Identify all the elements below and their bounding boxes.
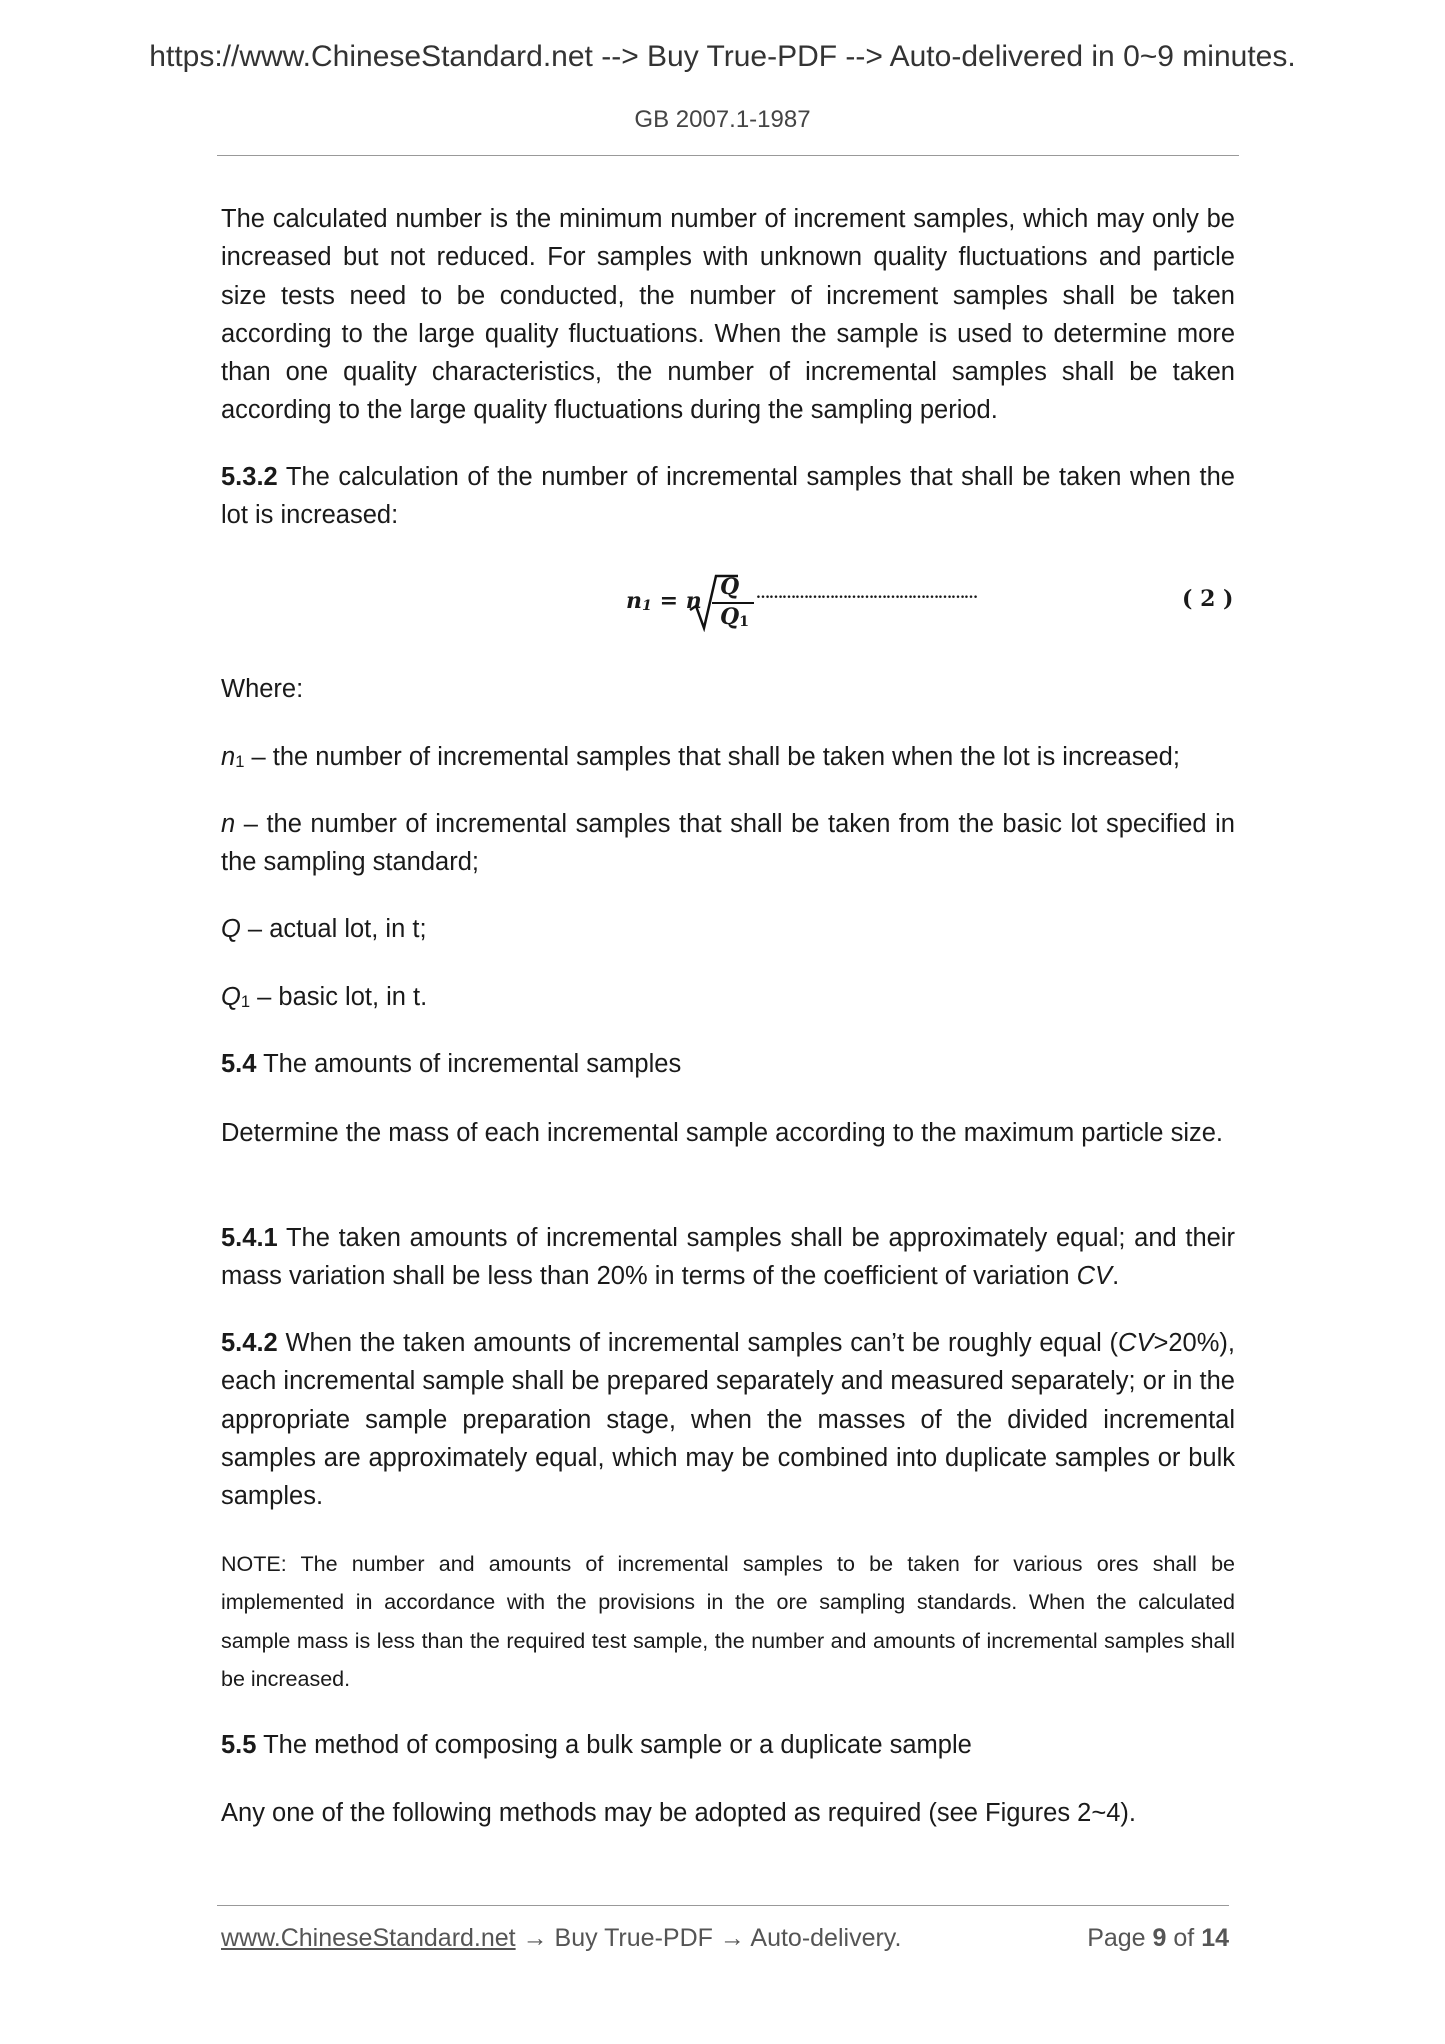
- n1-symbol: n: [626, 588, 642, 614]
- footer-divider: [217, 1905, 1229, 1906]
- symbol: n: [221, 810, 236, 838]
- page-label: Page: [1087, 1924, 1153, 1952]
- definition-q: [221, 910, 1235, 948]
- definition-text: – basic lot, in t.: [250, 983, 428, 1011]
- fraction-denominator: [720, 604, 749, 630]
- paragraph-any-method: Any one of the following methods may be adopted as required (see Figures 2~4).: [221, 1799, 1136, 1827]
- section-text: When the taken amounts of incremental samples can’t be roughly equal (: [277, 1329, 1119, 1357]
- footer-tagline: → Buy True-PDF → Auto-delivery.: [515, 1924, 902, 1952]
- symbol: Q: [221, 983, 241, 1011]
- section-number: 5.4: [221, 1050, 257, 1078]
- where-label: Where:: [221, 675, 304, 703]
- subscript: 1: [739, 614, 750, 630]
- section-5-4: [221, 1045, 1235, 1083]
- paragraph-intro: The calculated number is the minimum number of increment samples, which may only be increased but not reduced. For samples with unknown quality fluctuations and particle size tests need to be conducted, the number of increment samples shall be taken according to the large quality fluctuations. When the sample is used to determine more than one quality characteristics, the number of incremental samples shall be taken according to the large quality fluctuations during the sampling period.: [221, 205, 1235, 425]
- section-number: 5.4.2: [221, 1329, 278, 1357]
- cv-symbol: CV: [1118, 1329, 1154, 1357]
- formula-2: [626, 572, 1236, 632]
- section-5-4-2: [221, 1324, 1235, 1515]
- section-5-3-2: [221, 458, 1235, 535]
- section-text: The calculation of the number of incremental samples that shall be taken when the lot is increased:: [221, 463, 1235, 530]
- cv-symbol: CV: [1076, 1262, 1113, 1291]
- symbol: Q: [221, 915, 241, 943]
- period: .: [1112, 1262, 1120, 1291]
- definition-text: – actual lot, in t;: [240, 915, 427, 943]
- definition-text: – the number of incremental samples that shall be taken when the lot is increased;: [244, 743, 1180, 771]
- section-text-cont: >20%), each incremental sample shall be prepared separately and measured separately; or in the appropriate sample preparation stage, when the masses of the divided incremental samples are approximately equal, which may be combined into duplicate samples or bulk samples.: [221, 1329, 1235, 1511]
- section-text: The amounts of incremental samples: [256, 1050, 682, 1078]
- q-symbol: Q: [720, 604, 740, 630]
- definition-q1: [221, 978, 1235, 1021]
- section-number: 5.5: [221, 1731, 257, 1759]
- leader-dots: ……………………………………………: [756, 586, 977, 602]
- section-5-5: [221, 1726, 1235, 1764]
- section-number: 5.3.2: [221, 463, 278, 491]
- definition-text: – the number of incremental samples that shall be taken from the basic lot specified in the sampling standard;: [221, 810, 1235, 877]
- definition-n1: [221, 738, 1235, 781]
- header-url-line: https://www.ChineseStandard.net --> Buy True-PDF --> Auto-delivered in 0~9 minutes.: [149, 40, 1296, 73]
- section-number: 5.4.1: [221, 1224, 278, 1252]
- header-doc-code: GB 2007.1-1987: [634, 106, 811, 133]
- symbol: n: [221, 743, 236, 771]
- subscript: 1: [240, 992, 251, 1011]
- page-indicator: [1087, 1924, 1229, 1953]
- equals-n: = n: [651, 588, 702, 614]
- footer-site-link[interactable]: www.ChineseStandard.net: [221, 1924, 516, 1952]
- paragraph-determine: Determine the mass of each incremental sample according to the maximum particle size.: [221, 1119, 1224, 1147]
- section-text: The method of composing a bulk sample or a duplicate sample: [256, 1731, 972, 1759]
- definition-n: [221, 805, 1235, 882]
- header-divider: [217, 155, 1239, 156]
- section-5-4-1: [221, 1219, 1235, 1296]
- fraction-numerator: Q: [720, 574, 740, 600]
- current-page: 9: [1152, 1924, 1167, 1952]
- footer: [221, 1924, 1229, 1953]
- total-pages: 14: [1201, 1924, 1229, 1952]
- subscript: 1: [642, 598, 652, 614]
- equation-number: ( 2 ): [1182, 586, 1234, 612]
- of-label: of: [1166, 1924, 1202, 1952]
- subscript: 1: [235, 752, 245, 771]
- note-paragraph: NOTE: The number and amounts of incremental samples to be taken for various ores shall be implemented in accordance with the provisions in the ore sampling standards. When the calculated sample mass is less than the required test sample, the number and amounts of incremental samples shall be increased.: [221, 1552, 1235, 1691]
- section-text: The taken amounts of incremental samples shall be approximately equal; and their mass variation shall be less than 20% in terms of the coefficient of variation: [221, 1224, 1235, 1291]
